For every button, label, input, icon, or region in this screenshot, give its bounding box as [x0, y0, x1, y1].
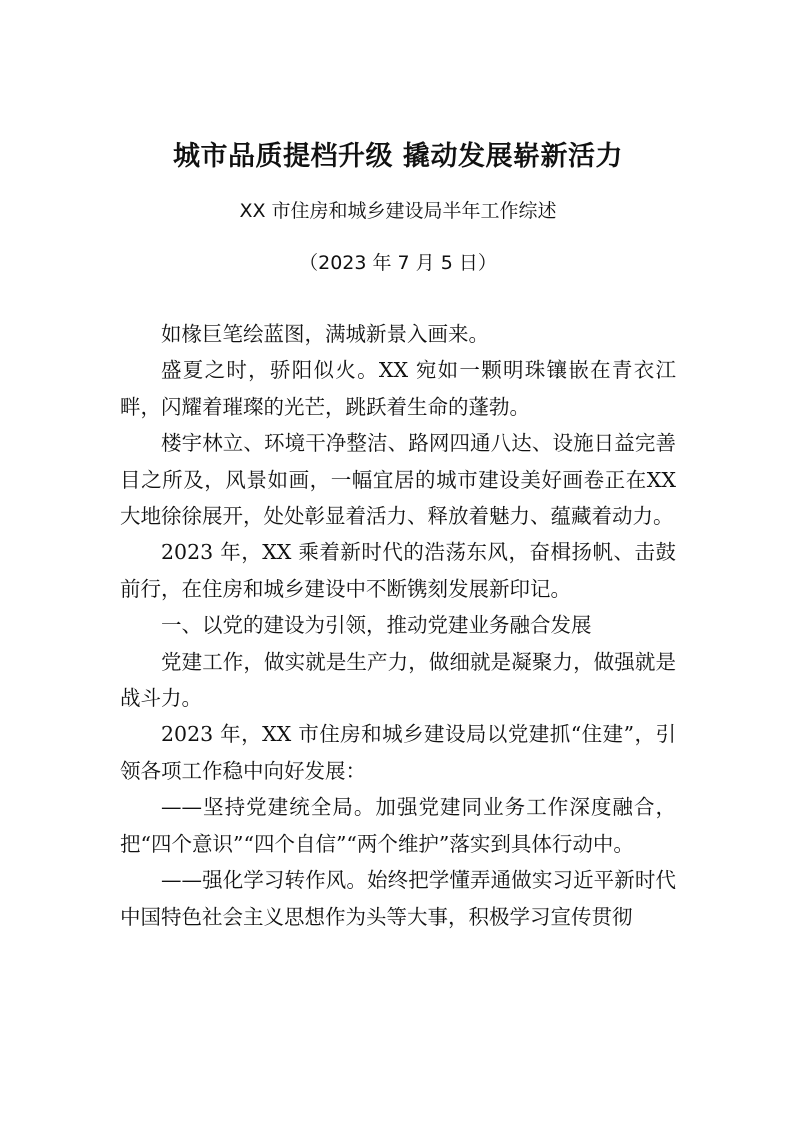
document-date: （2023 年 7 月 5 日） — [299, 252, 497, 274]
paragraph: 党建工作，做实就是生产力，做细就是凝聚力，做强就是战斗力。 — [120, 649, 676, 711]
paragraph: 楼宇林立、环境干净整洁、路网四通八达、设施日益完善目之所及，风景如画，一幅宜居的城市建设美好画卷正在XX 大地徐徐展开，处处彰显着活力、释放着魅力、蕴藏着动力。 — [120, 431, 676, 529]
paragraph: 如椽巨笔绘蓝图，满城新景入画来。 — [161, 322, 489, 346]
paragraph: 2023 年，XX 市住房和城乡建设局以党建抓“住建”，引领各项工作稳中向好发展： — [120, 722, 676, 783]
document-title: 城市品质提档升级 撬动发展崭新活力 — [173, 141, 623, 172]
document-body — [120, 316, 676, 935]
paragraph: ——强化学习转作风。始终把学懂弄通做实习近平新时代中国特色社会主义思想作为头等大事，积极学习宣传贯彻 — [120, 868, 676, 929]
paragraph: 盛夏之时，骄阳似火。XX 宛如一颗明珠镶嵌在青衣江畔，闪耀着璀璨的光芒，跳跃着生命的蓬勃。 — [120, 358, 676, 419]
paragraph: ——坚持党建统全局。加强党建同业务工作深度融合， 把“四个意识”“四个自信”“两个维护”落实到具体行动中。 — [120, 795, 676, 856]
document-subtitle: XX 市住房和城乡建设局半年工作综述 — [239, 200, 557, 222]
section-heading: 一、以党的建设为引领，推动党建业务融合发展 — [161, 613, 592, 638]
paragraph: 2023 年，XX 乘着新时代的浩荡东风，奋楫扬帆、击鼓前行，在住房和城乡建设中不断镌刻发展新印记。 — [120, 540, 676, 601]
